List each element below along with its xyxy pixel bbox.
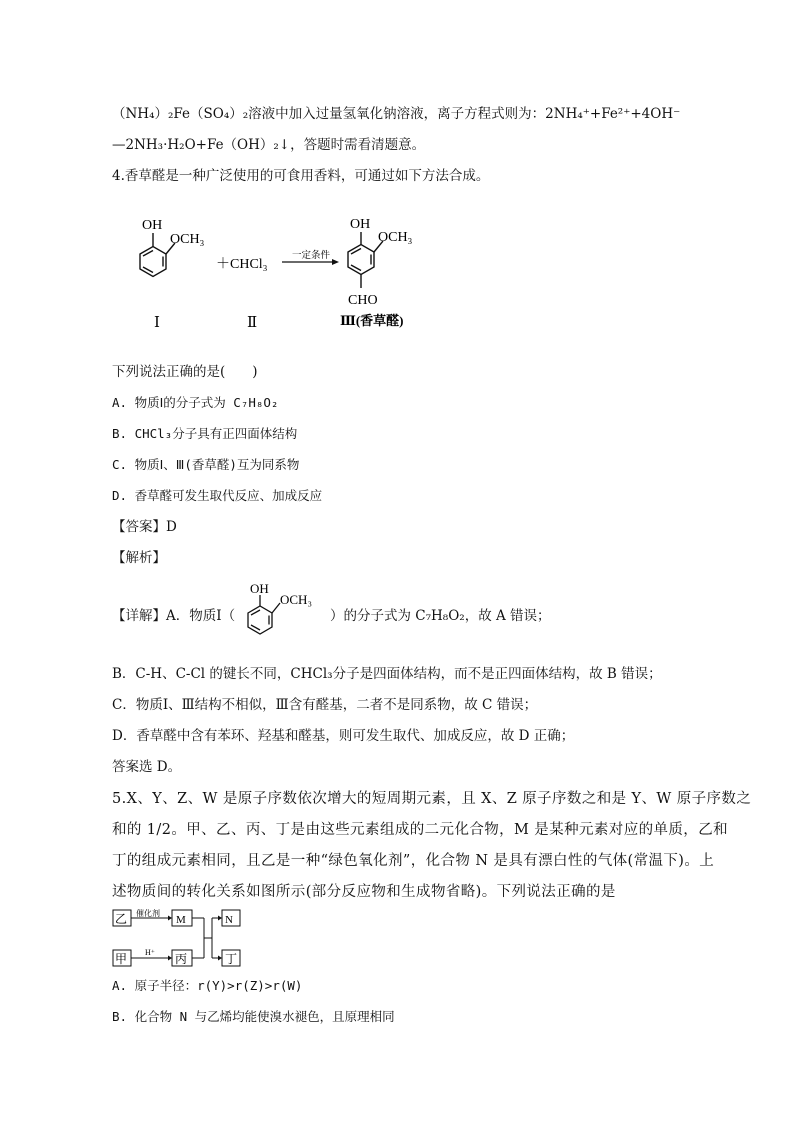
detail-c: C．物质Ⅰ、Ⅲ结构不相似，Ⅲ含有醛基，二者不是同系物，故 C 错误； bbox=[112, 697, 538, 713]
diagram-ding: 丁 bbox=[225, 952, 238, 966]
intro-line-1: （NH₄）₂Fe（SO₄）₂溶液中加入过量氢氧化钠溶液，离子方程式则为：2NH₄⁺+Fe²⁺+4OH⁻ bbox=[112, 106, 681, 122]
label-compound-1: Ⅰ bbox=[154, 315, 160, 331]
reaction-arrowhead bbox=[332, 259, 339, 265]
question-4-analysis-title: 【解析】 bbox=[112, 550, 166, 566]
question-4-stem: 4.香草醛是一种广泛使用的可食用香料，可通过如下方法合成。 bbox=[112, 168, 490, 184]
inline-oh: OH bbox=[250, 583, 269, 596]
question-4-option-c: C. 物质Ⅰ、Ⅲ(香草醛)互为同系物 bbox=[112, 457, 300, 472]
molecule-3-och3: OCH₃ bbox=[378, 230, 413, 245]
intro-line-2: —2NH₃·H₂O+Fe（OH）₂↓，答题时需看清题意。 bbox=[112, 137, 426, 153]
detail-a-prefix: 【详解】A．物质Ⅰ（ bbox=[112, 608, 236, 624]
inline-structure-guaiacol bbox=[236, 583, 330, 643]
molecule-3-oh: OH bbox=[350, 217, 371, 232]
question-4-option-d: D. 香草醛可发生取代反应、加成反应 bbox=[112, 488, 323, 503]
inline-och3: OCH₃ bbox=[280, 592, 312, 607]
question-5-option-a: A. 原子半径：r(Y)>r(Z)>r(W) bbox=[112, 978, 303, 993]
question-4-answer: 【答案】D bbox=[112, 519, 177, 535]
question-5-stem-4: 述物质间的转化关系如图所示(部分反应物和生成物省略)。下列说法正确的是 bbox=[112, 884, 616, 900]
molecule-1-och3: OCH₃ bbox=[170, 232, 205, 247]
detail-conclusion: 答案选 D。 bbox=[112, 759, 182, 775]
question-4-prompt: 下列说法正确的是( ) bbox=[112, 364, 258, 380]
detail-a-suffix: ）的分子式为 C₇H₈O₂，故 A 错误； bbox=[330, 608, 551, 624]
question-5-stem-1: 5.X、Y、Z、W 是原子序数依次增大的短周期元素，且 X、Z 原子序数之和是 Y、W 原子序数之 bbox=[112, 791, 752, 807]
question-4-option-b: B. CHCl₃分子具有正四面体结构 bbox=[112, 426, 298, 441]
label-compound-2: Ⅱ bbox=[247, 315, 258, 331]
diagram-jia: 甲 bbox=[115, 952, 128, 966]
diagram-catalyst: 催化剂 bbox=[136, 909, 160, 918]
label-compound-3: Ⅲ(香草醛) bbox=[340, 313, 404, 328]
diagram-hplus: H⁺ bbox=[145, 948, 155, 957]
diagram-yi: 乙 bbox=[115, 912, 128, 926]
detail-d: D．香草醛中含有苯环、羟基和醛基，则可发生取代、加成反应，故 D 正确； bbox=[112, 728, 575, 744]
diagram-m: M bbox=[176, 914, 186, 926]
detail-b: B．C-H、C-Cl 的键长不同，CHCl₃分子是四面体结构，而不是正四面体结构，故 B 错误； bbox=[112, 666, 662, 682]
question-5-stem-3: 丁的组成元素相同，且乙是一种“绿色氧化剂”，化合物 N 是具有漂白性的气体(常温下)。上 bbox=[112, 853, 715, 869]
question-5-option-b: B. 化合物 N 与乙烯均能使溴水褪色，且原理相同 bbox=[112, 1009, 395, 1024]
reaction-scheme bbox=[120, 206, 440, 336]
molecule-3-cho: CHO bbox=[348, 293, 378, 308]
molecule-1-oh: OH bbox=[142, 218, 163, 233]
reagent-chcl3: ＋CHCl₃ bbox=[216, 257, 268, 272]
question-4-option-a: A. 物质Ⅰ的分子式为 C₇H₈O₂ bbox=[112, 395, 279, 410]
question-5-stem-2: 和的 1/2。甲、乙、丙、丁是由这些元素组成的二元化合物，M 是某种元素对应的单质，乙和 bbox=[112, 822, 728, 838]
reaction-condition: 一定条件 bbox=[292, 251, 331, 261]
diagram-n: N bbox=[225, 914, 233, 926]
transformation-diagram bbox=[112, 908, 252, 970]
diagram-bing: 丙 bbox=[175, 952, 188, 966]
